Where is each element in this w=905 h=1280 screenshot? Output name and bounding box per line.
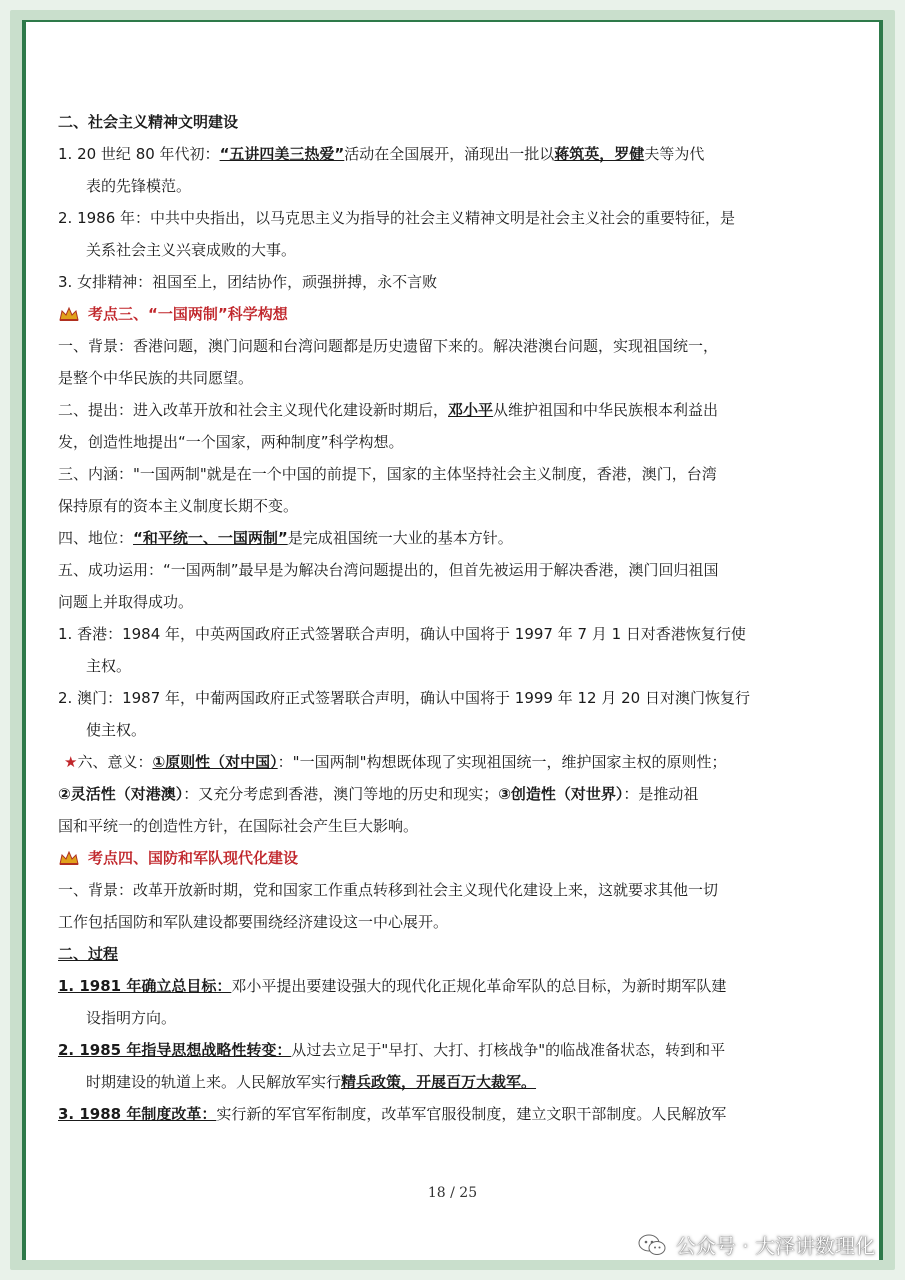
list-item-cont: 主权。 (86, 657, 132, 675)
list-item: 1. 香港：1984 年，中英两国政府正式签署联合声明，确认中国将于 1997 年 7 月 1 日对香港恢复行使 (58, 625, 746, 643)
paragraph: ②灵活性（对港澳）：又充分考虑到香港，澳门等地的历史和现实；③创造性（对世界）：是推动祖 (58, 785, 699, 803)
paragraph: 国和平统一的创造性方针，在国际社会产生巨大影响。 (58, 817, 419, 835)
paragraph: 问题上并取得成功。 (58, 593, 194, 611)
page-number: 18 / 25 (427, 1185, 478, 1201)
kaodian-heading: 考点三、“一国两制”科学构想 (58, 298, 828, 330)
watermark (638, 1230, 875, 1259)
paragraph: 三、内涵："一国两制"就是在一个中国的前提下，国家的主体坚持社会主义制度，香港，澳门，台湾 (58, 465, 717, 483)
list-item-cont: 时期建设的轨道上来。人民解放军实行精兵政策，开展百万大裁军。 (86, 1073, 537, 1091)
paragraph: 保持原有的资本主义制度长期不变。 (58, 497, 299, 515)
document-content (58, 92, 828, 1130)
paragraph: ★六、意义：①原则性（对中国）："一国两制"构想既体现了实现祖国统一，维护国家主权的原则性； (64, 753, 727, 771)
list-item: 3. 女排精神：祖国至上，团结协作，顽强拼搏，永不言败 (58, 273, 438, 291)
paragraph: 发，创造性地提出“一个国家，两种制度”科学构想。 (58, 433, 404, 451)
paragraph: 是整个中华民族的共同愿望。 (58, 369, 254, 387)
star-icon: ★ (64, 753, 78, 771)
list-item: 2. 1985 年指导思想战略性转变：从过去立足于"早打、大打、打核战争"的临战准备状态，转到和平 (58, 1041, 726, 1059)
list-item: 1. 1981 年确立总目标：邓小平提出要建设强大的现代化正规化革命军队的总目标，为新时期军队建 (58, 977, 727, 995)
subsection-heading: 二、过程 (58, 945, 119, 963)
paragraph: 一、背景：改革开放新时期，党和国家工作重点转移到社会主义现代化建设上来，这就要求其他一切 (58, 881, 719, 899)
paragraph: 二、提出：进入改革开放和社会主义现代化建设新时期后，邓小平从维护祖国和中华民族根本利益出 (58, 401, 719, 419)
crown-icon (58, 850, 80, 866)
list-item-cont: 表的先锋模范。 (86, 177, 192, 195)
list-item-cont: 使主权。 (86, 721, 147, 739)
paragraph: 四、地位：“和平统一、一国两制”是完成祖国统一大业的基本方针。 (58, 529, 513, 547)
list-item: 1. 20 世纪 80 年代初：“五讲四美三热爱”活动在全国展开，涌现出一批以蒋筑英，罗健夫等为代 (58, 145, 705, 163)
paragraph: 五、成功运用：“一国两制”最早是为解决台湾问题提出的，但首先被运用于解决香港，澳门回归祖国 (58, 561, 719, 579)
list-item: 3. 1988 年制度改革：实行新的军官军衔制度，改革军官服役制度，建立文职干部制度。人民解放军 (58, 1105, 727, 1123)
paragraph: 一、背景：香港问题，澳门问题和台湾问题都是历史遗留下来的。解决港澳台问题，实现祖国统一， (58, 337, 719, 355)
list-item: 2. 1986 年：中共中央指出，以马克思主义为指导的社会主义精神文明是社会主义社会的重要特征，是 (58, 209, 736, 227)
wechat-icon (638, 1234, 666, 1256)
list-item-cont: 关系社会主义兴衰成败的大事。 (86, 241, 297, 259)
section-heading: 二、社会主义精神文明建设 (58, 113, 239, 131)
paragraph: 工作包括国防和军队建设都要围绕经济建设这一中心展开。 (58, 913, 449, 931)
kaodian-heading: 考点四、国防和军队现代化建设 (58, 842, 828, 874)
list-item: 2. 澳门：1987 年，中葡两国政府正式签署联合声明，确认中国将于 1999 年 12 月 20 日对澳门恢复行 (58, 689, 750, 707)
watermark-text: 公众号 · 大泽讲数理化 (675, 1234, 875, 1258)
list-item-cont: 设指明方向。 (86, 1009, 177, 1027)
crown-icon (58, 306, 80, 322)
